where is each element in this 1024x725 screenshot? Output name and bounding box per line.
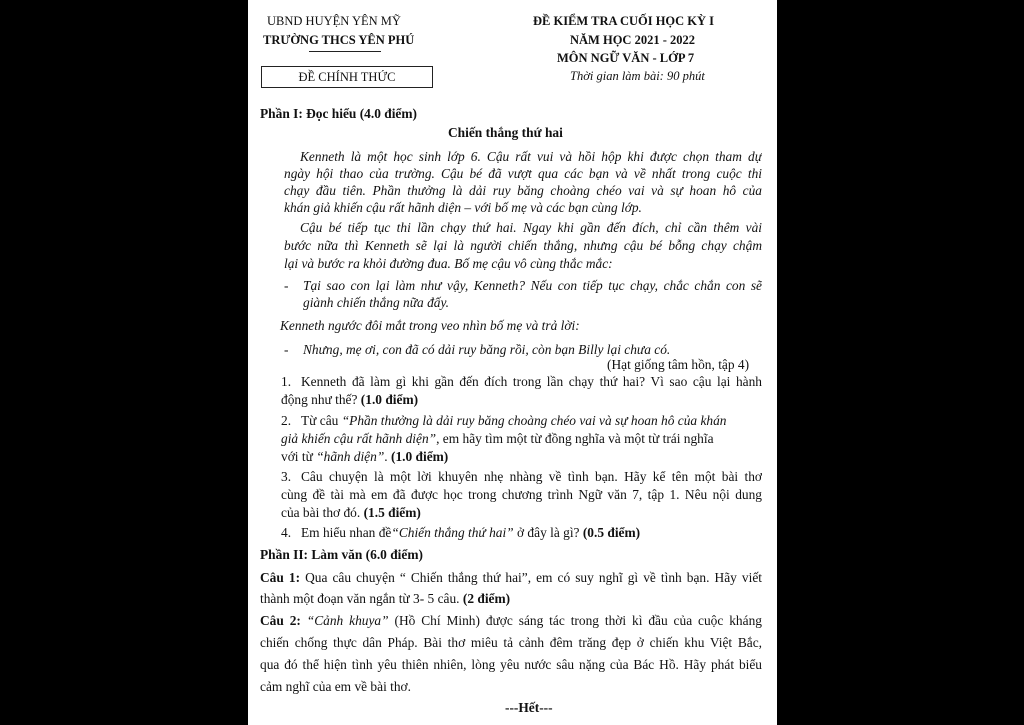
q2-word: “hãnh diện” [316, 449, 385, 464]
para3: Kenneth ngước đôi mắt trong veo nhìn bố mẹ và trả lời: [280, 318, 580, 333]
source-citation: (Hạt giống tâm hồn, tập 4) [607, 357, 750, 372]
story-title: Chiến thắng thứ hai [448, 125, 563, 140]
q3-number: 3. [281, 469, 292, 484]
c2-label: Câu 2: [260, 613, 301, 628]
q4-text: Em hiểu nhan đề [301, 525, 392, 540]
school-year: NĂM HỌC 2021 - 2022 [570, 33, 695, 47]
para1-line: Kenneth là một học sinh lớp 6. Cậu rất vui và hồi hộp khi được chọn tham dự [300, 149, 762, 164]
q4-line [301, 525, 640, 541]
q2-number: 2. [281, 413, 292, 428]
dash-bullet: - [284, 342, 289, 357]
end-marker: ---Hết--- [505, 700, 553, 715]
q2-quote: giả khiến cậu rất hãnh diện” [281, 431, 437, 446]
para2-line: lại và bước ra khỏi đường đua. Bố mẹ cậu vô cùng thắc mắc: [284, 256, 613, 271]
q2-text: , em hãy tìm một từ đồng nghĩa và một từ trái nghĩa [436, 431, 714, 446]
c2-poem: “Cảnh khuya” [306, 613, 389, 628]
c1-points: (2 điểm) [462, 591, 511, 606]
quote1-line: giành chiến thắng nữa đấy. [303, 295, 450, 310]
c2-line: chiến chống thực dân Pháp. Bài thơ miêu tả cảnh đêm trăng đẹp ở chiến khu Việt Bắc, [260, 635, 762, 650]
c2-line: qua đó thể hiện tình yêu thiên nhiên, lòng yêu nước sâu nặng của Bác Hồ. Hãy phát biểu [260, 657, 762, 672]
q2-points: (1.0 điểm) [390, 449, 449, 464]
q1-line [281, 392, 418, 408]
q2-dot: . [384, 449, 388, 464]
part2-heading: Phần II: Làm văn (6.0 điểm) [260, 547, 423, 562]
q1-line: Kenneth đã làm gì khi gần đến đích trong lần chạy thứ hai? Vì sao cậu lại hành [301, 374, 762, 389]
subject: MÔN NGỮ VĂN - LỚP 7 [557, 51, 695, 65]
q4-quote: “Chiến thắng thứ hai” [391, 525, 514, 540]
dash-bullet: - [284, 278, 289, 293]
exam-page [248, 0, 777, 725]
c1-text: Qua câu chuyện “ Chiến thắng thứ hai”, em có suy nghĩ gì về tình bạn. Hãy viết [305, 570, 762, 585]
c1-label: Câu 1: [260, 570, 301, 585]
quote2: Nhưng, mẹ ơi, con đã có dải ruy băng rồi, còn bạn Billy lại chưa có. [303, 342, 671, 357]
q4-points: (0.5 điểm) [582, 525, 641, 540]
q4-number: 4. [281, 525, 292, 540]
c1-line [260, 591, 510, 607]
q3-line [281, 505, 421, 521]
q2-line [281, 449, 448, 465]
c1-line [260, 570, 762, 586]
c1-text: thành một đoạn văn ngắn từ 3- 5 câu. [260, 591, 460, 606]
para2-line: bước nữa thì Kenneth sẽ lại là người chiến thắng, nhưng cậu bé bỗng chạy chậm [284, 238, 762, 253]
c2-text: (Hồ Chí Minh) được sáng tác trong thời kì đầu của cuộc kháng [394, 613, 762, 628]
para1-line: chạy đầu tiên. Phần thưởng là dải ruy băng choàng chéo vai và sự hoan hô của [284, 183, 762, 198]
q3-line: Câu chuyện là một lời khuyên nhẹ nhàng về tình bạn. Hãy kể tên một bài thơ [301, 469, 762, 484]
duration: Thời gian làm bài: 90 phút [570, 69, 705, 83]
para1-line: ngày hội thao của trường. Cậu bé đã vượt qua các bạn và về nhất trong cuộc thi [284, 166, 762, 181]
district-name: UBND HUYỆN YÊN MỸ [267, 14, 401, 28]
q2-quote: “Phần thưởng là dải ruy băng choàng chéo vai và sự hoan hô của khán [341, 413, 727, 428]
q4-text: ở đây là gì? [517, 525, 580, 540]
q3-line: cùng đề tài mà em đã được học trong chương trình Ngữ văn 7, tập 1. Nêu nội dung [281, 487, 762, 502]
school-underline [309, 51, 381, 52]
official-badge: ĐỀ CHÍNH THỨC [261, 66, 433, 88]
q2-line [281, 431, 714, 447]
para2-line: Cậu bé tiếp tục thi lần chạy thứ hai. Ngay khi gần đến đích, chỉ cần thêm vài [300, 220, 762, 235]
para1-line: khán giả khiến cậu rất hãnh diện – với bố mẹ và các bạn cùng lớp. [284, 200, 642, 215]
q3-text: của bài thơ đó. [281, 505, 361, 520]
part1-heading: Phần I: Đọc hiểu (4.0 điểm) [260, 106, 417, 121]
q2-line [301, 413, 726, 429]
q1-text: động như thế? [281, 392, 358, 407]
q2-text: với từ [281, 449, 313, 464]
q3-points: (1.5 điểm) [363, 505, 421, 520]
q1-points: (1.0 điểm) [360, 392, 419, 407]
school-name: TRƯỜNG THCS YÊN PHÚ [263, 33, 415, 47]
c2-line [260, 613, 762, 629]
quote1-line: Tại sao con lại làm như vậy, Kenneth? Nếu con tiếp tục chạy, chắc chắn con sẽ [303, 278, 762, 293]
q1-number: 1. [281, 374, 292, 389]
exam-title: ĐỀ KIỂM TRA CUỐI HỌC KỲ I [533, 14, 715, 28]
q2-text: Từ câu [301, 413, 339, 428]
c2-line: cảm nghĩ của em về bài thơ. [260, 679, 411, 694]
